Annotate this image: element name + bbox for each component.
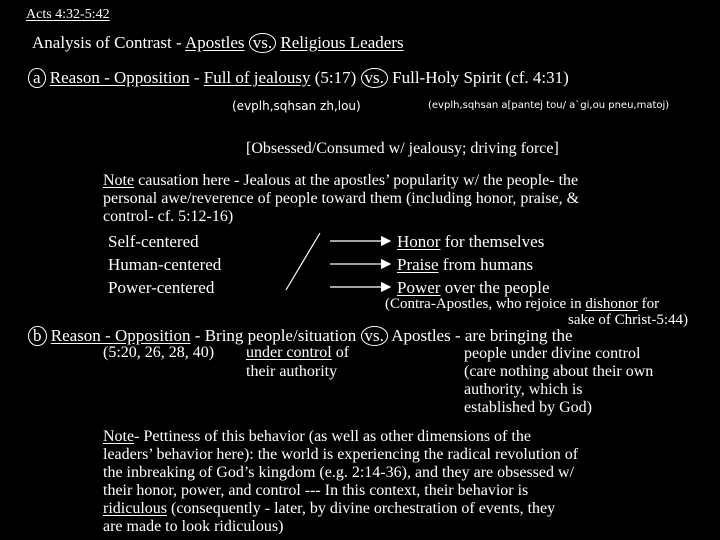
contra-text-pre: (Contra-Apostles, who rejoice in (385, 296, 586, 312)
point-b-vs-circled: vs. (361, 326, 388, 346)
point-a-ref: (5:17) (310, 68, 361, 87)
title-prefix: Analysis of Contrast - (32, 33, 185, 52)
point-b-line (28, 326, 573, 346)
bracket-note: [Obsessed/Consumed w/ jealousy; driving force] (246, 140, 559, 157)
title-apostles: Apostles (185, 33, 245, 52)
point-b-marker: b (28, 326, 47, 346)
point-b-right-column (464, 345, 653, 417)
under-control-phrase: under control (246, 344, 332, 361)
point-a-reason: Reason - Opposition (49, 68, 190, 87)
honor-word: Honor (397, 232, 441, 251)
point-b-right-line-4: established by God) (464, 399, 592, 416)
note-two-line-6: are made to look ridiculous) (103, 518, 284, 535)
power-word: Power (397, 278, 441, 297)
point-b-right-line-1: people under divine control (464, 345, 641, 362)
note-two-line-4: their honor, power, and control --- In this context, their behavior is (103, 482, 529, 499)
note-two-text-5: (consequently - later, by divine orchestration of events, they (167, 500, 556, 517)
point-b-control (246, 345, 349, 361)
note-one-line-3: control- cf. 5:12-16) (103, 208, 234, 225)
note-two-line-2: leaders’ behavior here): the world is experiencing the radical revolution of (103, 446, 579, 463)
point-b-right-line-2: (care nothing about their own (464, 363, 654, 380)
greek-phrase-left: (evplh,sqhsan zh,lou) (232, 99, 361, 113)
contra-line-2: sake of Christ-5:44) (568, 312, 688, 328)
slash-mark (286, 233, 320, 290)
point-a-dash: - (189, 68, 204, 87)
note-two-line-3: the inbreaking of God’s kingdom (e.g. 2:14-36), and they are obsessed w/ (103, 464, 575, 481)
note-two-line-1 (103, 428, 578, 446)
note-two-text-1: - Pettiness of this behavior (as well as other dimensions of the (134, 428, 531, 445)
point-a-vs-circled: vs. (361, 68, 388, 88)
point-a-marker: a (28, 68, 46, 88)
contra-dishonor: dishonor (585, 296, 638, 312)
note-two (103, 428, 578, 536)
greek-phrase-right: (evplh,sqhsan a[pantej tou/ a`gi,ou pneu,matoj) (428, 100, 670, 111)
note-two-label: Note (103, 428, 135, 445)
ridiculous-word: ridiculous (103, 500, 167, 517)
title-vs-circled: vs. (249, 33, 276, 53)
power-centered-label: Power-centered (108, 278, 215, 297)
scripture-reference: Acts 4:32-5:42 (26, 7, 110, 22)
honor-rest: for themselves (440, 232, 545, 251)
note-one-text-1: causation here - Jealous at the apostles’ popularity w/ the people- the (134, 172, 579, 189)
point-b-apostles: Apostles - are bringing the (387, 326, 573, 345)
contra-text-post: for (637, 296, 660, 312)
point-a-rest: Full-Holy Spirit (cf. 4:31) (387, 68, 569, 87)
contra-line-1 (385, 297, 659, 312)
power-rest: over the people (440, 278, 550, 297)
under-control-of: of (331, 344, 350, 361)
point-b-authority: their authority (246, 363, 338, 380)
point-b-refs: (5:20, 26, 28, 40) (103, 344, 215, 361)
title-religious-leaders: Religious Leaders (280, 33, 404, 52)
note-one-line-2: personal awe/reverence of people toward them (including honor, praise, & (103, 190, 580, 207)
point-b-rest: - Bring people/situation (190, 326, 361, 345)
praise-rest: from humans (438, 255, 533, 274)
note-one-label: Note (103, 172, 135, 189)
note-two-line-5 (103, 500, 578, 518)
point-b-right-line-3: authority, which is (464, 381, 583, 398)
self-centered-label: Self-centered (108, 232, 199, 251)
point-a-full-jealousy: Full of jealousy (203, 68, 311, 87)
point-b-reason: Reason - Opposition (50, 326, 191, 345)
praise-word: Praise (397, 255, 439, 274)
human-centered-label: Human-centered (108, 255, 222, 274)
